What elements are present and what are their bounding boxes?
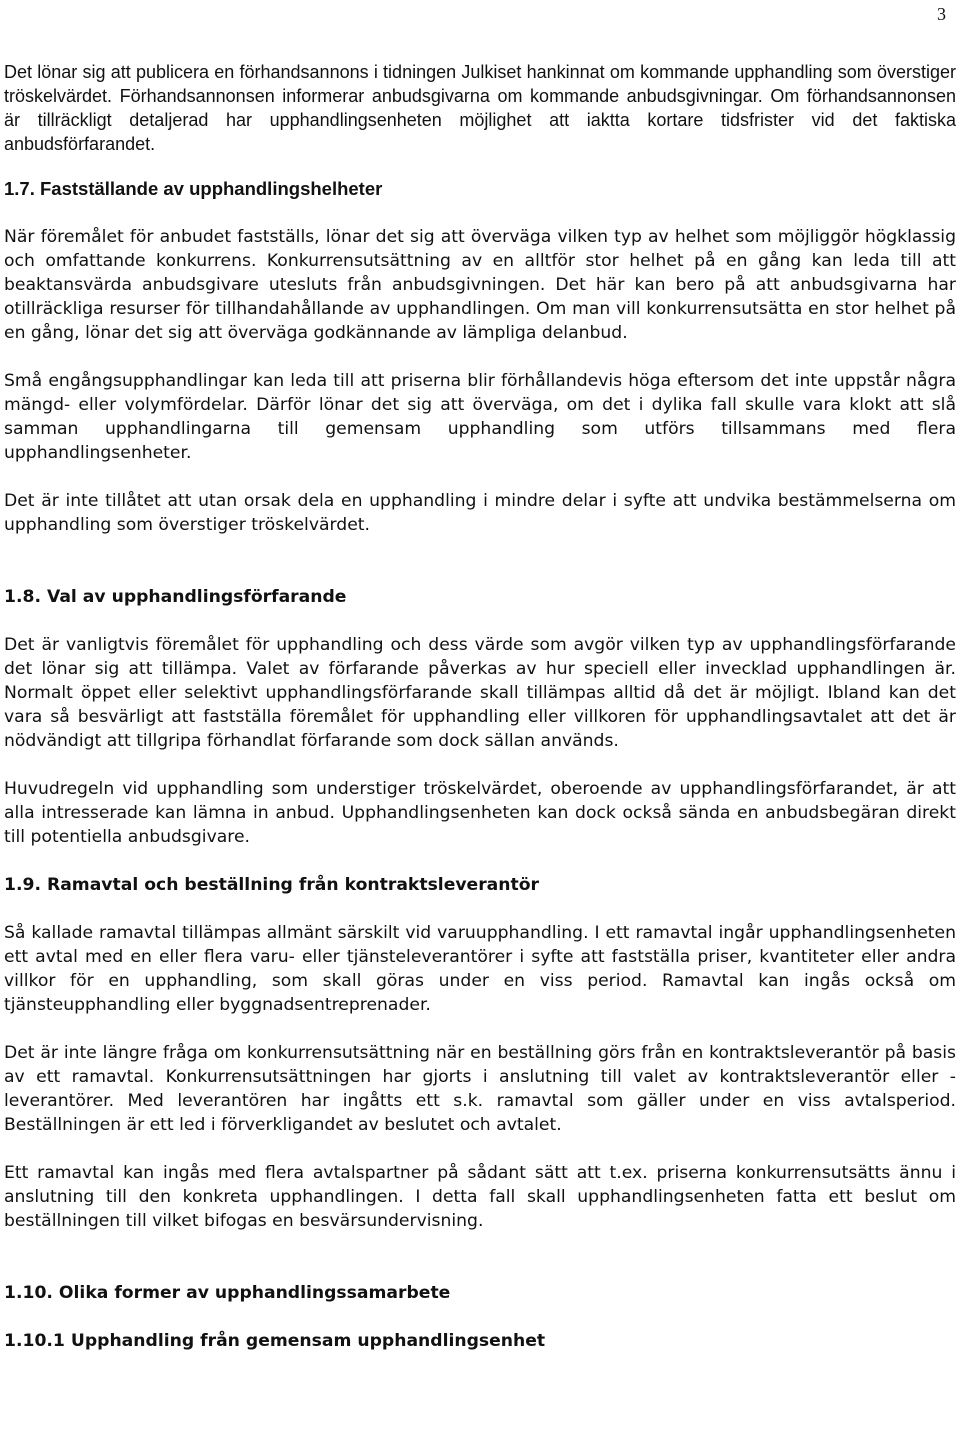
page-number: 3 <box>937 4 946 24</box>
section-1-7-paragraph-1: När föremålet för anbudet fastställs, lönar det sig att överväga vilken typ av helhet som möjliggör högklassig och omfattande konkurrens. Konkurrensutsättning av en alltför stor helhet på en gång kan leda till att beaktansvärda anbudsgivare utesluts från anbudsgivningen. Det här kan bero på att anbudsgivarna har otillräckliga resurser för tillhandahållande av upphandlingen. Om man vill konkurrensutsätta en stor helhet på en gång, lönar det sig att överväga godkännande av lämpliga delanbud. <box>4 227 956 343</box>
intro-paragraph: Det lönar sig att publicera en förhandsannons i tidningen Julkiset hankinnat om kommande upphandling som överstiger tröskelvärdet. Förhandsannonsen informerar anbudsgivarna om kommande anbudsgivningar. Om förhandsannonsen är tillräckligt detaljerad har upphandlingsenheten möjlighet att iaktta kortare tidsfrister vid det faktiska anbudsförfarandet. <box>4 62 956 154</box>
subsection-heading-1-10-1: 1.10.1 Upphandling från gemensam upphandlingsenhet <box>4 1331 546 1351</box>
section-1-8-paragraph-2: Huvudregeln vid upphandling som understiger tröskelvärdet, oberoende av upphandlingsförfarandet, är att alla intresserade kan lämna in anbud. Upphandlingsenheten kan dock också sända en anbudsbegäran direkt till potentiella anbudsgivare. <box>4 779 956 847</box>
section-1-7-paragraph-2: Små engångsupphandlingar kan leda till att priserna blir förhållandevis höga eftersom det inte uppstår några mängd- eller volymfördelar. Därför lönar det sig att överväga, om det i dylika fall skulle vara klokt att slå samman upphandlingarna till gemensam upphandling som utförs tillsammans med flera upphandlingsenheter. <box>4 371 956 463</box>
document-body <box>4 60 956 1353</box>
section-heading-1-8: 1.8. Val av upphandlingsförfarande <box>4 587 347 607</box>
section-heading-1-7: 1.7. Fastställande av upphandlingshelheter <box>4 178 383 199</box>
section-heading-1-9: 1.9. Ramavtal och beställning från kontraktsleverantör <box>4 875 540 895</box>
section-1-9-paragraph-1: Så kallade ramavtal tillämpas allmänt särskilt vid varuupphandling. I ett ramavtal ingår upphandlingsenheten ett avtal med en eller flera varu- eller tjänsteleverantörer i syfte att fastställa priser, kvantiteter eller andra villkor för en upphandling, som skall göras under en viss period. Ramavtal kan ingås också om tjänsteupphandling eller byggnadsentreprenader. <box>4 923 956 1015</box>
section-heading-1-10: 1.10. Olika former av upphandlingssamarbete <box>4 1283 451 1303</box>
section-1-8-paragraph-1: Det är vanligtvis föremålet för upphandling och dess värde som avgör vilken typ av upphandlingsförfarande det lönar sig att tillämpa. Valet av förfarande påverkas av hur speciell eller invecklad upphandlingen är. Normalt öppet eller selektivt upphandlingsförfarande skall tillämpas alltid då det är möjligt. Ibland kan det vara så besvärligt att fastställa föremålet för upphandling eller villkoren för upphandlingsavtalet att det är nödvändigt att tillgripa förhandlat förfarande som dock sällan används. <box>4 635 956 751</box>
section-1-7-paragraph-3: Det är inte tillåtet att utan orsak dela en upphandling i mindre delar i syfte att undvika bestämmelserna om upphandling som överstiger tröskelvärdet. <box>4 491 956 535</box>
section-1-9-paragraph-2: Det är inte längre fråga om konkurrensutsättning när en beställning görs från en kontraktsleverantör på basis av ett ramavtal. Konkurrensutsättningen har gjorts i anslutning till valet av kontraktsleverantör eller -leverantörer. Med leverantören har ingåtts ett s.k. ramavtal som gäller under en viss avtalsperiod. Beställningen är ett led i förverkligandet av beslutet och avtalet. <box>4 1043 956 1135</box>
section-1-9-paragraph-3: Ett ramavtal kan ingås med flera avtalspartner på sådant sätt att t.ex. priserna konkurrensutsätts ännu i anslutning till den konkreta upphandlingen. I detta fall skall upphandlingsenheten fatta ett beslut om beställningen till vilket bifogas en besvärsundervisning. <box>4 1163 956 1231</box>
